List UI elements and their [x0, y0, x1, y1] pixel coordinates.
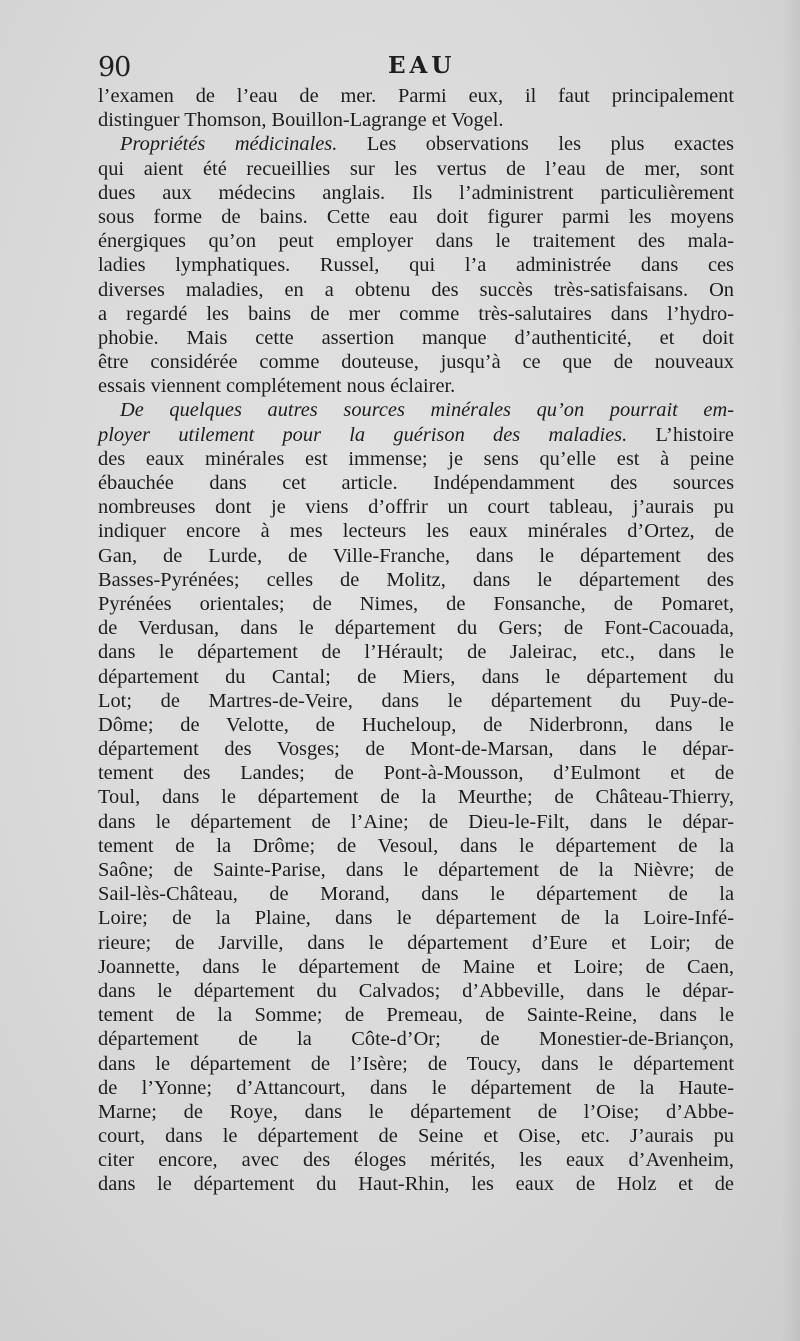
- text-line: [98, 737, 734, 761]
- text-line: [98, 955, 734, 979]
- line-text: de l’Yonne; d’Attancourt, dans le département de la Haute-: [98, 1076, 734, 1099]
- line-text: dans le département de l’Hérault; de Jaleirac, etc., dans le: [98, 641, 734, 664]
- text-line: [98, 810, 734, 834]
- line-text: Loire; de la Plaine, dans le département de la Loire-Infé-: [98, 907, 734, 930]
- text-line: [98, 205, 734, 229]
- line-text: diverses maladies, en a obtenu des succès très-satisfaisans. On: [98, 278, 734, 301]
- line-text: des eaux minérales est immense; je sens qu’elle est à peine: [98, 447, 734, 470]
- text-line: [98, 882, 734, 906]
- text-line: [98, 979, 734, 1003]
- text-line: [98, 108, 734, 132]
- line-text: Joannette, dans le département de Maine et Loire; de Caen,: [98, 955, 734, 978]
- line-text: dans le département du Calvados; d’Abbeville, dans le dépar-: [98, 979, 734, 1002]
- line-text: dans le département de l’Aine; de Dieu-le-Filt, dans le dépar-: [98, 810, 734, 833]
- text-line: [98, 157, 734, 181]
- text-line: [98, 592, 734, 616]
- text-line: [98, 858, 734, 882]
- line-text: être considérée comme douteuse, jusqu’à ce que de nouveaux: [98, 351, 734, 374]
- italic-heading: De quelques autres sources minérales qu’on pourrait em-: [120, 399, 734, 422]
- text-line: [98, 519, 734, 543]
- text-line: [98, 1076, 734, 1100]
- line-text: département du Cantal; de Miers, dans le département du: [98, 665, 734, 688]
- page-number: 90: [98, 52, 131, 83]
- line-text: Marne; de Roye, dans le département de l’Oise; d’Abbe-: [98, 1100, 734, 1123]
- line-text: Les observations les plus exactes: [337, 133, 734, 156]
- text-line: [98, 181, 734, 205]
- text-line: [98, 229, 734, 253]
- text-line: [98, 568, 734, 592]
- line-text: ébauchée dans cet article. Indépendamment des sources: [98, 472, 734, 494]
- line-text: sous forme de bains. Cette eau doit figurer parmi les moyens: [98, 205, 734, 228]
- text-line: [98, 1148, 734, 1172]
- running-head: EAU: [388, 52, 456, 79]
- line-text: rieure; de Jarville, dans le département d’Eure et Loir; de: [98, 931, 734, 954]
- text-line: [98, 1124, 734, 1148]
- line-text: court, dans le département de Seine et Oise, etc. J’aurais pu: [98, 1125, 734, 1148]
- text-line: [98, 302, 734, 326]
- text-line: [98, 1100, 734, 1124]
- text-line: [98, 84, 734, 108]
- line-text: Toul, dans le département de la Meurthe; de Château-Thierry,: [98, 786, 734, 809]
- line-text: énergiques qu’on peut employer dans le traitement des mala-: [98, 230, 734, 253]
- text-line: [98, 253, 734, 277]
- italic-heading: Propriétés médicinales.: [120, 133, 338, 156]
- text-line: [98, 665, 734, 689]
- line-text: Dôme; de Velotte, de Hucheloup, de Niderbronn, dans le: [98, 713, 734, 736]
- text-line: [98, 906, 734, 930]
- text-line: [98, 931, 734, 955]
- text-line: [98, 1172, 734, 1196]
- line-text: citer encore, avec des éloges mérités, les eaux d’Avenheim,: [98, 1149, 734, 1172]
- text-line: [98, 374, 734, 398]
- italic-heading: ployer utilement pour la guérison des maladies.: [98, 423, 628, 446]
- text-line: [98, 1052, 734, 1076]
- text-line: [98, 1003, 734, 1027]
- line-text: qui aient été recueillies sur les vertus de l’eau de mer, sont: [98, 157, 734, 180]
- text-line: [98, 616, 734, 640]
- text-line: [98, 713, 734, 737]
- text-line: [98, 495, 734, 519]
- text-line: [98, 640, 734, 664]
- text-line: [98, 471, 734, 495]
- line-text: a regardé les bains de mer comme très-salutaires dans l’hydro-: [98, 302, 734, 325]
- page-edge-shadow: [782, 0, 800, 1341]
- line-text: tement des Landes; de Pont-à-Mousson, d’Eulmont et de: [98, 762, 734, 785]
- line-text: de Verdusan, dans le département du Gers; de Font-Cacouada,: [98, 617, 734, 640]
- text-line: [98, 447, 734, 471]
- line-text: distinguer Thomson, Bouillon-Lagrange et Vogel.: [98, 109, 504, 132]
- line-text: tement de la Drôme; de Vesoul, dans le département de la: [98, 834, 734, 857]
- line-text: phobie. Mais cette assertion manque d’authenticité, et doit: [98, 326, 734, 349]
- line-text: nombreuses dont je viens d’offrir un court tableau, j’aurais pu: [98, 496, 734, 519]
- text-line: [98, 132, 734, 156]
- line-text: département des Vosges; de Mont-de-Marsan, dans le dépar-: [98, 738, 734, 761]
- line-text: L’histoire: [627, 423, 734, 446]
- text-line: [98, 326, 734, 350]
- line-text: dans le département de l’Isère; de Toucy, dans le département: [98, 1052, 734, 1075]
- text-line: [98, 1027, 734, 1051]
- line-text: essais viennent complétement nous éclairer.: [98, 375, 456, 398]
- page-header: [98, 52, 734, 88]
- text-line: [98, 544, 734, 568]
- text-line: [98, 423, 734, 447]
- body-text: [98, 84, 734, 1197]
- text-line: [98, 689, 734, 713]
- text-line: [98, 785, 734, 809]
- line-text: Pyrénées orientales; de Nimes, de Fonsanche, de Pomaret,: [98, 592, 734, 615]
- line-text: département de la Côte-d’Or; de Monestier-de-Briançon,: [98, 1028, 734, 1051]
- line-text: dues aux médecins anglais. Ils l’administrent particulièrement: [98, 181, 734, 204]
- line-text: indiquer encore à mes lecteurs les eaux minérales d’Ortez, de: [98, 520, 734, 543]
- text-line: [98, 350, 734, 374]
- line-text: l’examen de l’eau de mer. Parmi eux, il faut principalement: [98, 85, 734, 107]
- line-text: Sail-lès-Château, de Morand, dans le département de la: [98, 883, 734, 906]
- line-text: ladies lymphatiques. Russel, qui l’a administrée dans ces: [98, 254, 734, 277]
- line-text: Lot; de Martres-de-Veire, dans le département du Puy-de-: [98, 689, 734, 712]
- line-text: Saône; de Sainte-Parise, dans le département de la Nièvre; de: [98, 859, 734, 881]
- line-text: dans le département du Haut-Rhin, les eaux de Holz et de: [98, 1173, 734, 1196]
- line-text: Gan, de Lurde, de Ville-Franche, dans le département des: [98, 544, 734, 567]
- line-text: Basses-Pyrénées; celles de Molitz, dans le département des: [98, 568, 734, 591]
- text-line: [98, 834, 734, 858]
- text-line: [98, 761, 734, 785]
- text-line: [98, 278, 734, 302]
- text-line: [98, 398, 734, 422]
- line-text: tement de la Somme; de Premeau, de Sainte-Reine, dans le: [98, 1004, 734, 1027]
